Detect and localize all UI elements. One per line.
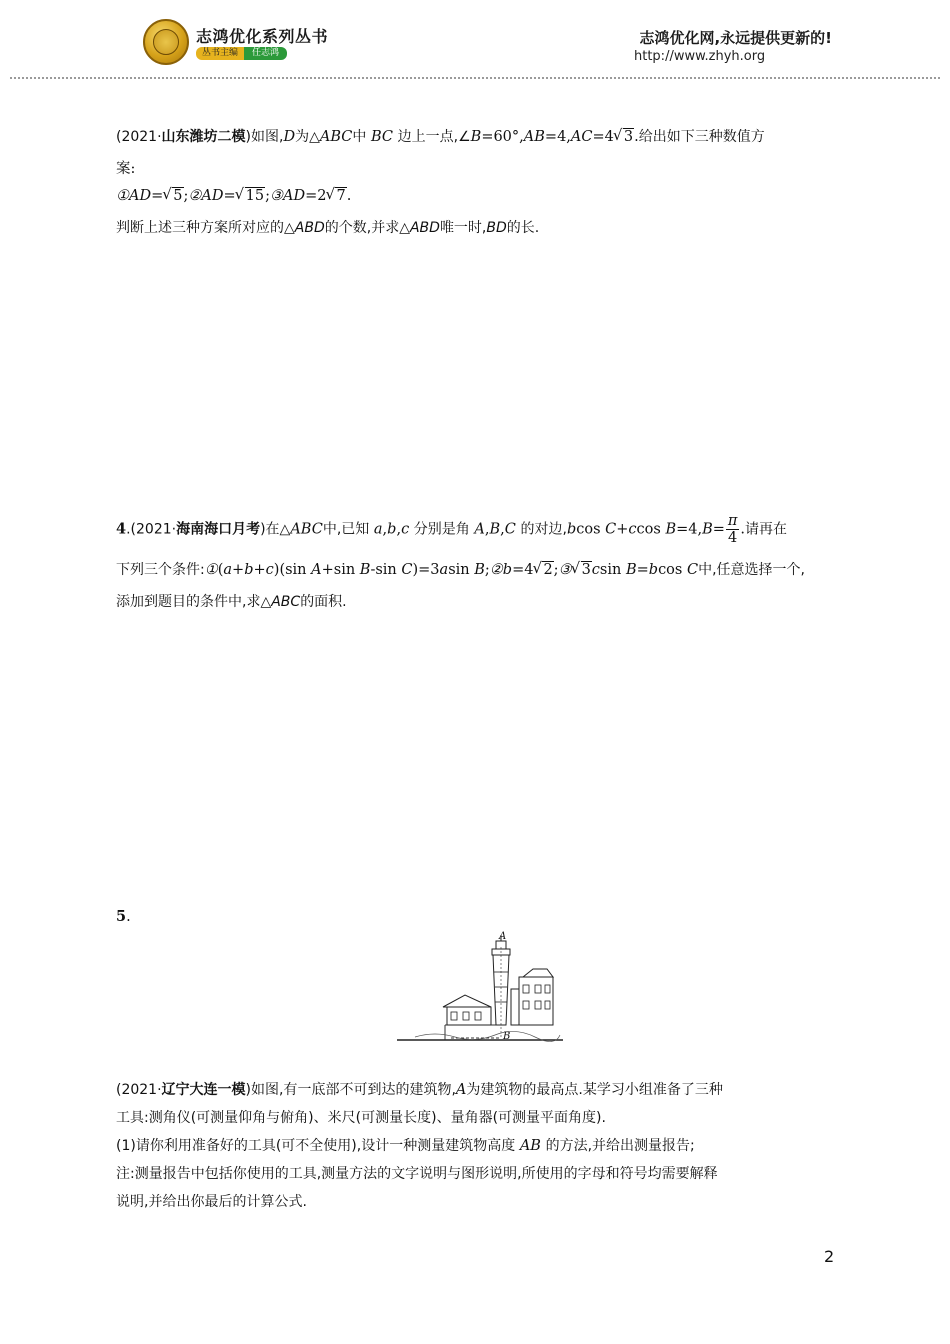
page-number: 2 [824, 1247, 835, 1266]
editor-name: 任志鸿 [244, 47, 287, 60]
problem4-number: 4 [116, 520, 127, 538]
problem3-source-bold: 山东潍坊二模 [161, 129, 246, 145]
editor-badge [196, 47, 287, 60]
problem5-line2: 工具:测角仪(可测量仰角与俯角)、米尺(可测量长度)、量角器(可测量平面角度). [116, 1110, 606, 1126]
problem5-number: 5. [116, 908, 131, 925]
problem3-question: 判断上述三种方案所对应的△ABD的个数,并求△ABD唯一时,BD的长. [116, 220, 540, 236]
site-slogan: 志鸿优化网,永远提供更新的! [639, 29, 832, 47]
problem4-line1: 4.(2021·海南海口月考)在△ABC中,已知 a,b,c 分别是角 A,B,C 的对边,bcos C+ccos B=4,B= $\frac{\pi}{4}$ .请再在 [116, 513, 788, 546]
problem5-line3: (1)请你利用准备好的工具(可不全使用),设计一种测量建筑物高度 AB 的方法,并给出测量报告; [116, 1138, 695, 1154]
problem3-options: ①AD=√ 5;②AD=√ 15;③AD=2√ 7. [116, 186, 836, 206]
header-divider [10, 77, 940, 79]
editor-label: 丛书主编 [196, 47, 244, 60]
problem3-line1: (2021·山东潍坊二模)如图,D为△ABC中 BC 边上一点,∠B=60°,AB=4,AC=4√ 3.给出如下三种数值方 [116, 127, 836, 147]
problem5-line1: (2021·辽宁大连一模)如图,有一底部不可到达的建筑物,A为建筑物的最高点.某学习小组准备了三种 [116, 1082, 723, 1098]
site-url[interactable]: http://www.zhyh.org [634, 49, 766, 64]
problem5-line5: 说明,并给出你最后的计算公式. [116, 1194, 307, 1210]
figure-label-b: B [503, 1031, 511, 1042]
problem5-line4: 注:测量报告中包括你使用的工具,测量方法的文字说明与图形说明,所使用的字母和符号均需要解释 [116, 1166, 718, 1182]
problem4-line2: 下列三个条件:①(a+b+c)(sin A+sin B-sin C)=3asin B;②b=4√ 2;③√ 3csin B=bcos C中,任意选择一个, [116, 560, 836, 580]
publisher-seal-icon [143, 19, 189, 65]
problem3-line2: 案: [116, 161, 136, 177]
figure-label-a: A [499, 931, 507, 942]
problem4-line3: 添加到题目的条件中,求△ABC的面积. [116, 594, 347, 610]
page-header [0, 0, 950, 80]
series-title: 志鸿优化系列丛书 [196, 27, 329, 46]
building-figure [395, 927, 565, 1049]
